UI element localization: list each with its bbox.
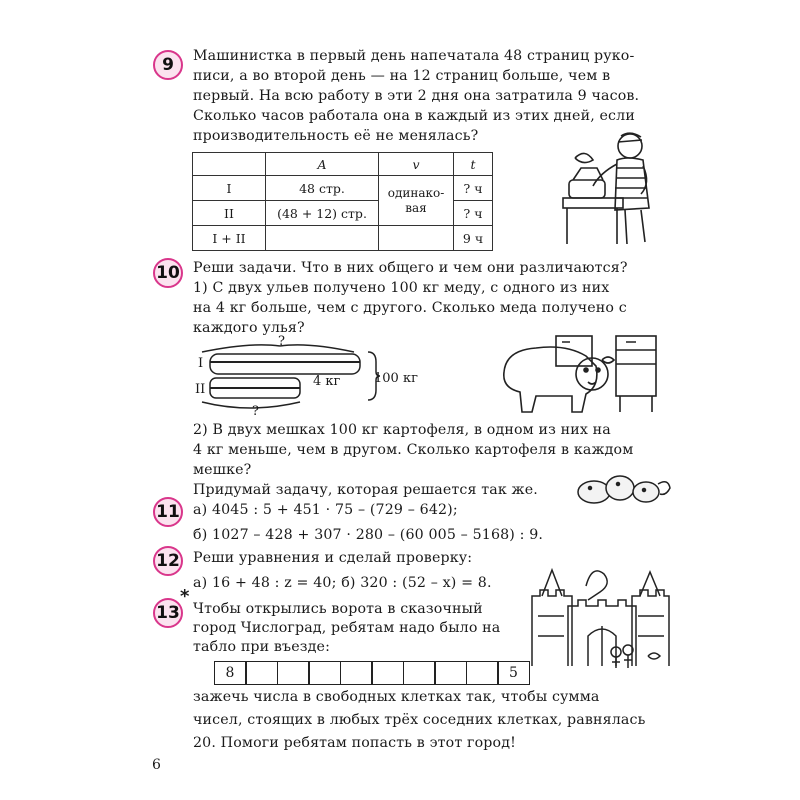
table-row-3-label: I + II [193, 226, 266, 251]
table-header-t: t [454, 153, 493, 176]
table-row-1-a: 48 стр. [266, 176, 379, 201]
task-10-part2-line-1: 2) В двух мешках 100 кг картофеля, в одном из них на [193, 422, 611, 438]
typist-illustration [555, 128, 665, 248]
task-10-number: 10 [153, 258, 183, 288]
task-13-line-3: табло при въезде: [193, 639, 331, 655]
diagram-question-bottom: ? [252, 404, 259, 419]
diagram-question-top: ? [278, 334, 285, 349]
board-cell-empty [434, 661, 467, 685]
bear-beehives-illustration [496, 330, 666, 415]
board-cell-empty [245, 661, 278, 685]
task-13-line-4: зажечь числа в свободных клетках так, чтобы сумма [193, 689, 600, 705]
task-10-intro: Реши задачи. Что в них общего и чем они различаются? [193, 260, 628, 276]
task-11-a: а) 4045 : 5 + 451 · 75 – (729 – 642); [193, 502, 458, 518]
task-9-line-5: производительность её не менялась? [193, 128, 479, 144]
board-cell-empty [371, 661, 404, 685]
board-cell-empty [403, 661, 436, 685]
number-board [215, 661, 530, 685]
task-13-line-6: 20. Помоги ребятам попасть в этот город! [193, 735, 516, 751]
board-cell-empty [466, 661, 499, 685]
table-row-1-label: I [193, 176, 266, 201]
potatoes-illustration [576, 470, 672, 506]
task-13-line-1: Чтобы открылись ворота в сказочный [193, 601, 483, 617]
task-12-intro: Реши уравнения и сделай проверку: [193, 550, 473, 566]
task-9-number: 9 [153, 50, 183, 80]
task-13-line-2: город Числоград, ребятам надо было на [193, 620, 501, 636]
task-12-number: 12 [153, 546, 183, 576]
board-cell-empty [277, 661, 310, 685]
table-row-2-t: ? ч [454, 201, 493, 226]
table-v-line-1: одинако- [387, 185, 445, 200]
task-12-equations: а) 16 + 48 : z = 40; б) 320 : (52 – x) = 8. [193, 575, 492, 591]
board-cell-empty [340, 661, 373, 685]
task-10-part2-line-2: 4 кг меньше, чем в другом. Сколько картофеля в каждом [193, 442, 634, 458]
task-13-line-5: чисел, стоящих в любых трёх соседних клетках, равнялась [193, 712, 646, 728]
table-row-3-t: 9 ч [454, 226, 493, 251]
task-10-part1-line-3: каждого улья? [193, 320, 305, 336]
table-v-merged [379, 176, 454, 226]
table-header-v: v [379, 153, 454, 176]
task-10-part2-line-3: мешке? [193, 462, 252, 478]
table-row-3-a [266, 226, 379, 251]
board-cell-empty [308, 661, 341, 685]
table-v-line-2: вая [405, 200, 427, 215]
task-9-line-4: Сколько часов работала она в каждый из этих дней, если [193, 108, 635, 124]
diagram-label-ii: II [195, 382, 206, 397]
task-13-number: 13 [153, 598, 183, 628]
task-10-part1-line-2: на 4 кг больше, чем с другого. Сколько меда получено с [193, 300, 627, 316]
board-cell-last: 5 [497, 661, 530, 685]
task-11-b: б) 1027 – 428 + 307 · 280 – (60 005 – 5168) : 9. [193, 527, 544, 543]
task-9-line-1: Машинистка в первый день напечатала 48 страниц руко- [193, 48, 635, 64]
task-9-line-3: первый. На всю работу в эти 2 дня она затратила 9 часов. [193, 88, 640, 104]
table-row-3-v [379, 226, 454, 251]
task-9-line-2: писи, а во второй день — на 12 страниц больше, чем в [193, 68, 611, 84]
page-number: 6 [152, 757, 161, 773]
task-13-star: * [180, 586, 190, 607]
task-10-part1-line-1: 1) С двух ульев получено 100 кг меду, с одного из них [193, 280, 610, 296]
table-row-1-t: ? ч [454, 176, 493, 201]
diagram-label-i: I [198, 356, 204, 371]
table-row-2-label: II [193, 201, 266, 226]
diagram-diff-label: 4 кг [313, 374, 341, 389]
table-row-2-a: (48 + 12) стр. [266, 201, 379, 226]
task-10-invent: Придумай задачу, которая решается так же. [193, 482, 538, 498]
task-11-number: 11 [153, 497, 183, 527]
board-cell-first: 8 [214, 661, 247, 685]
table-header-a: A [266, 153, 379, 176]
diagram-total-label: 100 кг [374, 371, 418, 386]
task-9-table [192, 152, 493, 251]
table-header-empty [193, 153, 266, 176]
castle-illustration [528, 556, 673, 672]
